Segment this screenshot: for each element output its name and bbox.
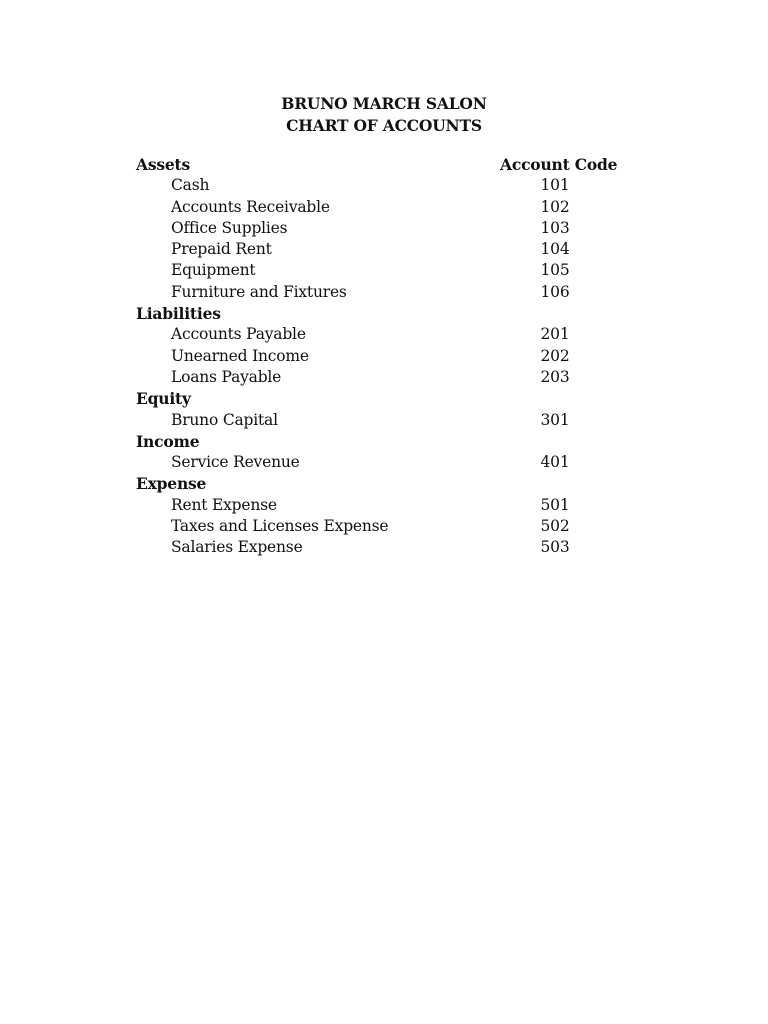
account-row [136,537,636,558]
document-title: BRUNO MARCH SALON [281,94,487,113]
section-header-expense [136,473,636,494]
account-code: 301 [540,410,570,429]
account-code: 501 [540,495,570,514]
account-row [136,260,636,281]
account-row [136,346,636,367]
account-code: 105 [540,261,570,280]
account-name: Equipment [171,261,256,280]
account-row [136,324,636,345]
account-code: 201 [540,325,570,344]
account-name: Salaries Expense [171,538,303,557]
account-code: 502 [540,517,570,536]
section-label: Expense [136,474,207,494]
account-row [136,239,636,260]
account-row [136,282,636,303]
account-row [136,516,636,537]
account-code: 101 [540,176,570,195]
account-name: Service Revenue [171,453,300,472]
account-row [136,218,636,239]
section-label: Income [136,431,200,451]
account-name: Prepaid Rent [171,240,272,259]
account-name: Office Supplies [171,218,288,237]
account-code: 203 [540,367,570,386]
account-name: Unearned Income [171,346,309,365]
section-label: Liabilities [136,304,221,324]
account-code: 202 [540,346,570,365]
section-header-assets [136,154,636,175]
account-code: 401 [540,453,570,472]
section-label: Assets [136,155,191,174]
account-code: 106 [540,282,570,301]
section-label: Equity [136,389,191,409]
account-row [136,175,636,196]
account-code: 503 [540,538,570,557]
document-subtitle: CHART OF ACCOUNTS [286,116,482,135]
account-row [136,197,636,218]
account-row [136,452,636,473]
account-code-header: Account Code [500,155,618,174]
account-name: Loans Payable [171,367,282,386]
account-row [136,410,636,431]
account-name: Furniture and Fixtures [171,282,347,301]
account-code: 103 [540,218,570,237]
section-header-equity [136,388,636,409]
section-header-liabilities [136,303,636,324]
account-name: Cash [171,176,210,195]
account-row [136,495,636,516]
account-name: Bruno Capital [171,410,278,429]
account-name: Accounts Payable [171,325,306,344]
account-name: Taxes and Licenses Expense [171,517,389,536]
account-code: 104 [540,240,570,259]
account-row [136,367,636,388]
accounts-table [136,154,636,559]
account-code: 102 [540,197,570,216]
section-header-income [136,431,636,452]
account-name: Accounts Receivable [171,197,330,216]
account-name: Rent Expense [171,495,277,514]
